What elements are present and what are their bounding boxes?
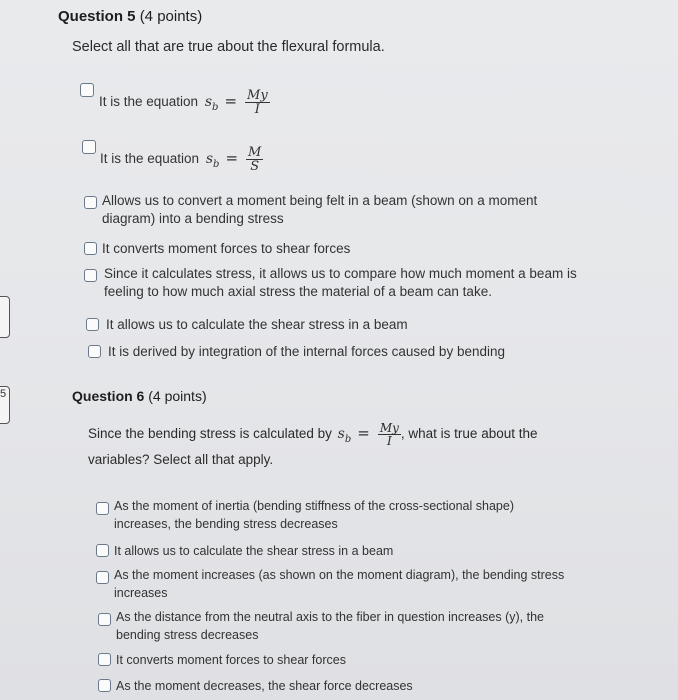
formula-fraction: $\frac{My}{I}$ [379, 421, 399, 448]
option-label-line2: feeling to how much axial stress the material of a beam can take. [104, 284, 492, 299]
option-label-line1: As the distance from the neutral axis to the fiber in question increases (y), the [116, 610, 544, 624]
margin-marker: 5 [0, 388, 7, 400]
option-label: It converts moment forces to shear forces [102, 241, 351, 256]
q6-option-converts-to-shear[interactable] [98, 651, 498, 669]
q6-option-shear-stress[interactable] [96, 542, 496, 560]
checkbox[interactable] [88, 345, 101, 358]
q5-option-converts-to-shear[interactable] [84, 240, 484, 258]
option-label: It is the equation [100, 151, 200, 167]
checkbox[interactable] [96, 544, 109, 557]
q6-option-moment-of-inertia[interactable] [96, 497, 596, 535]
question-6-title: Question 6 (4 points) [72, 388, 207, 404]
option-label-line2: increases [114, 586, 168, 600]
q5-option-equation-m-over-s[interactable]: It is the equation $s_b$ = $\frac{M}{S}$ [82, 136, 332, 172]
checkbox[interactable] [98, 613, 111, 626]
q6-option-moment-increases[interactable] [96, 566, 616, 604]
checkbox[interactable] [82, 140, 96, 154]
question-6-prompt: Since the bending stress is calculated by $s_b$ = $\frac{My}{I}$ , what is true about the variables? Select all that apply. [88, 421, 538, 467]
question-5-title: Question 5 (4 points) [58, 8, 203, 25]
formula-lhs: $s_b$ [337, 426, 352, 445]
option-label: As the moment decreases, the shear force decreases [116, 679, 413, 693]
question-5-prompt: Select all that are true about the flexural formula. [72, 39, 385, 55]
option-label: It is the equation [99, 94, 199, 110]
option-label-line2: bending stress decreases [116, 628, 259, 642]
option-label-line1: Allows us to convert a moment being felt in a beam (shown on a moment [102, 193, 538, 208]
checkbox[interactable] [86, 318, 99, 331]
checkbox[interactable] [84, 269, 97, 282]
option-label: It is derived by integration of the internal forces caused by bending [108, 344, 505, 359]
q5-option-equation-my-over-i[interactable]: It is the equation $s_b$ = $\frac{My}{I}$ [80, 79, 330, 115]
option-label-line1: As the moment increases (as shown on the moment diagram), the bending stress [114, 568, 565, 582]
q5-option-shear-stress[interactable] [86, 316, 486, 334]
checkbox[interactable] [80, 83, 94, 97]
formula-lhs: $s_b$ [204, 94, 219, 113]
q6-option-moment-decreases[interactable] [98, 677, 498, 695]
checkbox[interactable] [98, 679, 111, 692]
option-label-line2: diagram) into a bending stress [102, 211, 284, 226]
q6-option-distance-neutral-axis[interactable] [98, 608, 598, 646]
option-label-line1: As the moment of inertia (bending stiffness of the cross-sectional shape) [114, 499, 514, 513]
checkbox[interactable] [84, 242, 97, 255]
formula-lhs: $s_b$ [205, 151, 220, 170]
checkbox[interactable] [98, 653, 111, 666]
q5-option-compare-stress[interactable] [84, 265, 604, 303]
option-label: It allows us to calculate the shear stress in a beam [114, 544, 394, 558]
formula-fraction: $\frac{M}{S}$ [248, 145, 262, 174]
option-label-line1: Since it calculates stress, it allows us to compare how much moment a beam is [104, 266, 577, 281]
checkbox[interactable] [96, 502, 109, 515]
formula-fraction: $\frac{My}{I}$ [247, 88, 268, 117]
q5-option-convert-moment[interactable] [84, 192, 584, 230]
left-edge-box-upper [0, 296, 10, 338]
checkbox[interactable] [84, 196, 97, 209]
option-label: It allows us to calculate the shear stress in a beam [106, 317, 408, 332]
option-label-line2: increases, the bending stress decreases [114, 517, 338, 531]
checkbox[interactable] [96, 571, 109, 584]
q5-option-derived-by-integration[interactable] [88, 343, 528, 361]
option-label: It converts moment forces to shear forces [116, 653, 346, 667]
